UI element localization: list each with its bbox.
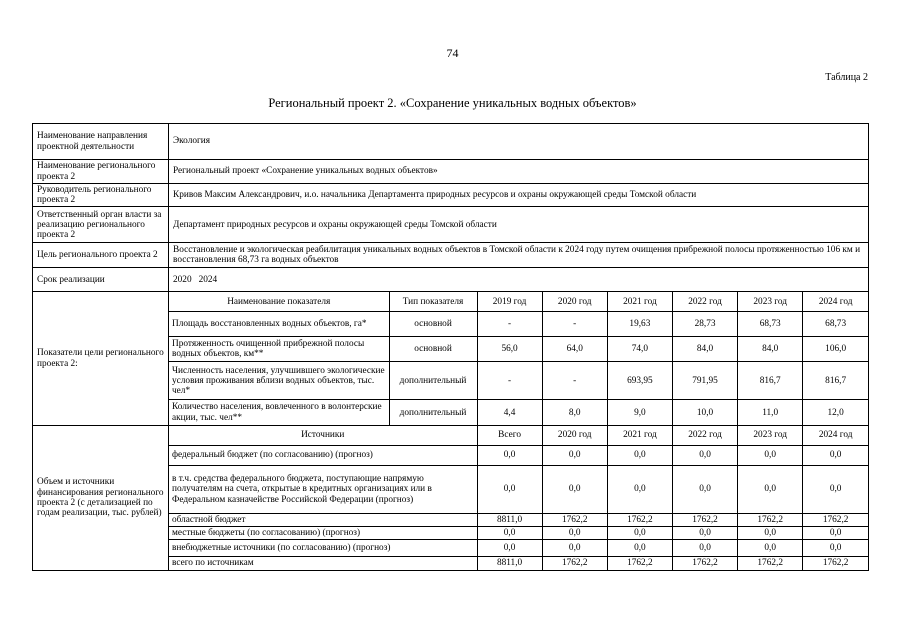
indicators-label: Показатели цели регионального проекта 2: [33, 292, 169, 426]
document-title: Региональный проект 2. «Сохранение уникальных водных объектов» [268, 96, 637, 110]
financing-row [169, 465, 868, 513]
indicator-value: 68,73 [803, 312, 868, 337]
passport-label: Руководитель регионального проекта 2 [33, 184, 169, 207]
indicator-value: 84,0 [738, 337, 803, 362]
financing-row [169, 445, 868, 465]
indicator-value: 56,0 [477, 337, 542, 362]
indicator-value: 19,63 [607, 312, 672, 337]
indicator-value: 74,0 [607, 337, 672, 362]
indicator-value: 816,7 [738, 362, 803, 400]
financing-value: 0,0 [803, 540, 868, 557]
financing-value: 8811,0 [477, 557, 542, 570]
indicator-value: 8,0 [542, 400, 607, 425]
indicators-cell [169, 292, 869, 426]
indicator-value: - [542, 362, 607, 400]
passport-row [33, 160, 869, 184]
financing-value: 0,0 [607, 527, 672, 540]
financing-value: 0,0 [738, 445, 803, 465]
financing-row [169, 557, 868, 570]
indicator-type: дополнительный [389, 400, 477, 425]
indicator-type: дополнительный [389, 362, 477, 400]
indicator-value: - [477, 362, 542, 400]
passport-label: Цель регионального проекта 2 [33, 243, 169, 268]
passport-label: Наименование регионального проекта 2 [33, 160, 169, 184]
financing-source: в т.ч. средства федерального бюджета, поступающие напрямую получателям на счета, открытые в кредитных организациях или в Федеральном казначействе Российской Федерации (прогноз) [169, 465, 477, 513]
passport-value: Региональный проект «Сохранение уникальных водных объектов» [169, 160, 869, 184]
financing-header-row [169, 426, 868, 446]
indicator-value: - [477, 312, 542, 337]
financing-value: 1762,2 [738, 557, 803, 570]
financing-value: 0,0 [607, 465, 672, 513]
financing-value: 0,0 [477, 540, 542, 557]
indicator-name: Численность населения, улучшившего экологические условия проживания вблизи водных объектов, тыс. чел* [169, 362, 389, 400]
financing-value: 0,0 [607, 445, 672, 465]
financing-value: 1762,2 [803, 557, 868, 570]
financing-table [169, 426, 868, 570]
financing-value: 1762,2 [607, 557, 672, 570]
financing-value: 0,0 [607, 540, 672, 557]
financing-value: 1762,2 [672, 557, 737, 570]
passport-value: Экология [169, 124, 869, 160]
header-cell: 2022 год [672, 426, 737, 446]
financing-value: 0,0 [542, 445, 607, 465]
header-cell: Источники [169, 426, 477, 446]
header-cell: Наименование показателя [169, 292, 389, 312]
passport-label: Ответственный орган власти за реализацию регионального проекта 2 [33, 207, 169, 243]
financing-value: 0,0 [672, 465, 737, 513]
page-number: 74 [446, 46, 459, 60]
header-cell: Всего [477, 426, 542, 446]
project-passport-table [32, 123, 869, 571]
passport-row [33, 243, 869, 268]
financing-value: 0,0 [542, 527, 607, 540]
header-cell: 2021 год [607, 292, 672, 312]
financing-value: 0,0 [672, 540, 737, 557]
indicator-value: 68,73 [738, 312, 803, 337]
indicator-name: Протяженность очищенной прибрежной полосы водных объектов, км** [169, 337, 389, 362]
financing-value: 0,0 [803, 445, 868, 465]
header-cell: 2020 год [542, 426, 607, 446]
header-cell: 2023 год [738, 426, 803, 446]
passport-row [33, 207, 869, 243]
indicator-value: 693,95 [607, 362, 672, 400]
financing-value: 1762,2 [542, 513, 607, 526]
indicators-header-row [169, 292, 868, 312]
financing-source: внебюджетные источники (по согласованию) (прогноз) [169, 540, 477, 557]
financing-value: 0,0 [803, 465, 868, 513]
financing-value: 0,0 [738, 527, 803, 540]
financing-value: 1762,2 [738, 513, 803, 526]
financing-value: 0,0 [477, 527, 542, 540]
financing-row [169, 527, 868, 540]
indicators-section [33, 292, 869, 426]
indicator-value: 9,0 [607, 400, 672, 425]
financing-value: 0,0 [738, 465, 803, 513]
indicator-value: 11,0 [738, 400, 803, 425]
financing-section [33, 425, 869, 570]
financing-value: 1762,2 [803, 513, 868, 526]
indicator-row [169, 312, 868, 337]
financing-value: 0,0 [477, 445, 542, 465]
header-cell: 2022 год [672, 292, 737, 312]
financing-value: 0,0 [672, 445, 737, 465]
header-cell: 2024 год [803, 426, 868, 446]
indicator-value: 816,7 [803, 362, 868, 400]
indicator-value: 84,0 [672, 337, 737, 362]
financing-value: 0,0 [803, 527, 868, 540]
indicator-name: Количество населения, вовлеченного в волонтерские акции, тыс. чел** [169, 400, 389, 425]
financing-value: 8811,0 [477, 513, 542, 526]
passport-label: Срок реализации [33, 268, 169, 292]
financing-value: 0,0 [542, 465, 607, 513]
indicator-name: Площадь восстановленных водных объектов, га* [169, 312, 389, 337]
header-cell: 2021 год [607, 426, 672, 446]
header-cell: Тип показателя [389, 292, 477, 312]
indicator-row [169, 337, 868, 362]
financing-source: федеральный бюджет (по согласованию) (прогноз) [169, 445, 477, 465]
header-cell: 2024 год [803, 292, 868, 312]
financing-value: 0,0 [477, 465, 542, 513]
passport-value: 2020 2024 [169, 268, 869, 292]
financing-value: 1762,2 [607, 513, 672, 526]
financing-value: 0,0 [542, 540, 607, 557]
indicators-table [169, 292, 868, 425]
indicator-value: 10,0 [672, 400, 737, 425]
passport-value: Кривов Максим Александрович, и.о. начальника Департамента природных ресурсов и охраны окружающей среды Томской области [169, 184, 869, 207]
indicator-value: 106,0 [803, 337, 868, 362]
passport-value: Восстановление и экологическая реабилитация уникальных водных объектов в Томской области к 2024 году путем очищения прибрежной полосы протяженностью 106 км и восстановления 68,73 га водных объектов [169, 243, 869, 268]
indicator-value: 28,73 [672, 312, 737, 337]
header-cell: 2020 год [542, 292, 607, 312]
passport-row [33, 268, 869, 292]
passport-label: Наименование направления проектной деятельности [33, 124, 169, 160]
indicator-value: 12,0 [803, 400, 868, 425]
financing-value: 1762,2 [542, 557, 607, 570]
financing-value: 0,0 [672, 527, 737, 540]
passport-value: Департамент природных ресурсов и охраны окружающей среды Томской области [169, 207, 869, 243]
financing-source: всего по источникам [169, 557, 477, 570]
indicator-value: - [542, 312, 607, 337]
indicator-value: 4,4 [477, 400, 542, 425]
financing-row [169, 540, 868, 557]
financing-source: местные бюджеты (по согласованию) (прогноз) [169, 527, 477, 540]
header-cell: 2019 год [477, 292, 542, 312]
indicator-type: основной [389, 312, 477, 337]
indicator-row [169, 362, 868, 400]
financing-row [169, 513, 868, 526]
indicator-row [169, 400, 868, 425]
passport-row [33, 184, 869, 207]
indicator-type: основной [389, 337, 477, 362]
financing-value: 1762,2 [672, 513, 737, 526]
financing-cell [169, 425, 869, 570]
header-cell: 2023 год [738, 292, 803, 312]
indicator-value: 64,0 [542, 337, 607, 362]
financing-label: Объем и источники финансирования регионального проекта 2 (с детализацией по годам реализации, тыс. рублей) [33, 425, 169, 570]
passport-row [33, 124, 869, 160]
financing-source: областной бюджет [169, 513, 477, 526]
indicator-value: 791,95 [672, 362, 737, 400]
table-label: Таблица 2 [825, 72, 868, 83]
financing-value: 0,0 [738, 540, 803, 557]
